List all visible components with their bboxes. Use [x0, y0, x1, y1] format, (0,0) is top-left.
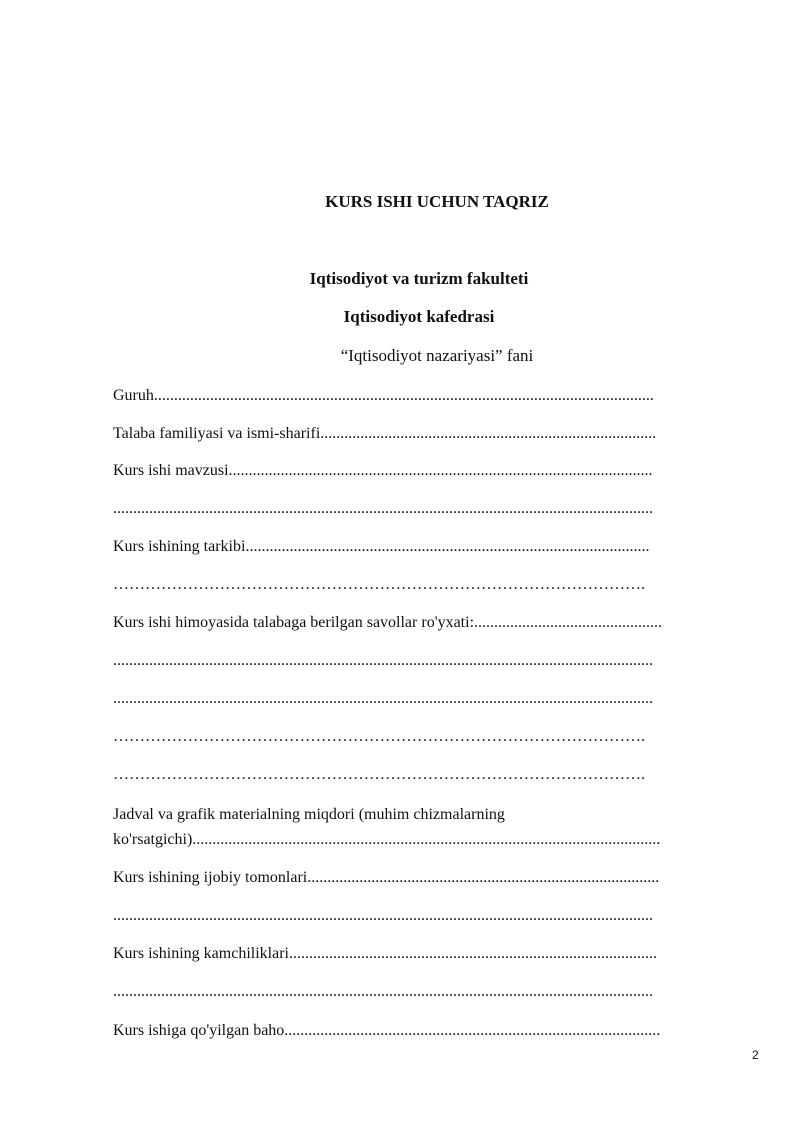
tables-field-line-2: ko'rsatgichi)..................................................................................................................... [113, 831, 661, 848]
topic-continuation-line: ....................................................................................................................................... [113, 500, 653, 517]
subject-name: “Iqtisodiyot nazariyasi” fani [340, 346, 534, 365]
document-title: KURS ISHI UCHUN TAQRIZ [325, 192, 549, 211]
questions-continuation-line-1: ....................................................................................................................................... [113, 652, 653, 669]
questions-field: Kurs ishi himoyasida talabaga berilgan savollar ro'yxati:............................................... [113, 614, 663, 631]
positives-field: Kurs ishining ijobiy tomonlari........................................................................................ [113, 869, 660, 886]
questions-continuation-line-4: ………………………………………………………………………………………. [113, 766, 645, 783]
shortcomings-field: Kurs ishining kamchiliklari............................................................................................ [113, 945, 657, 962]
positives-continuation-line: ....................................................................................................................................... [113, 907, 653, 924]
grade-field: Kurs ishiga qo'yilgan baho.............................................................................................. [113, 1022, 661, 1039]
group-field: Guruh............................................................................................................................. [113, 387, 654, 404]
questions-continuation-line-3: ………………………………………………………………………………………. [113, 728, 645, 745]
structure-field: Kurs ishining tarkibi..................................................................................................... [113, 538, 650, 555]
topic-field: Kurs ishi mavzusi.......................................................................................................... [113, 462, 653, 479]
student-name-field: Talaba familiyasi va ismi-sharifi.................................................................................... [113, 425, 657, 442]
shortcomings-continuation-line: ....................................................................................................................................... [113, 983, 653, 1000]
department-name: Iqtisodiyot kafedrasi [343, 307, 495, 326]
page-number: 2 [752, 1048, 759, 1062]
questions-continuation-line-2: ....................................................................................................................................... [113, 690, 653, 707]
structure-continuation-line: ………………………………………………………………………………………. [113, 576, 645, 593]
faculty-name: Iqtisodiyot va turizm fakulteti [309, 269, 529, 288]
tables-field-line-1: Jadval va grafik materialning miqdori (muhim chizmalarning [113, 806, 505, 823]
